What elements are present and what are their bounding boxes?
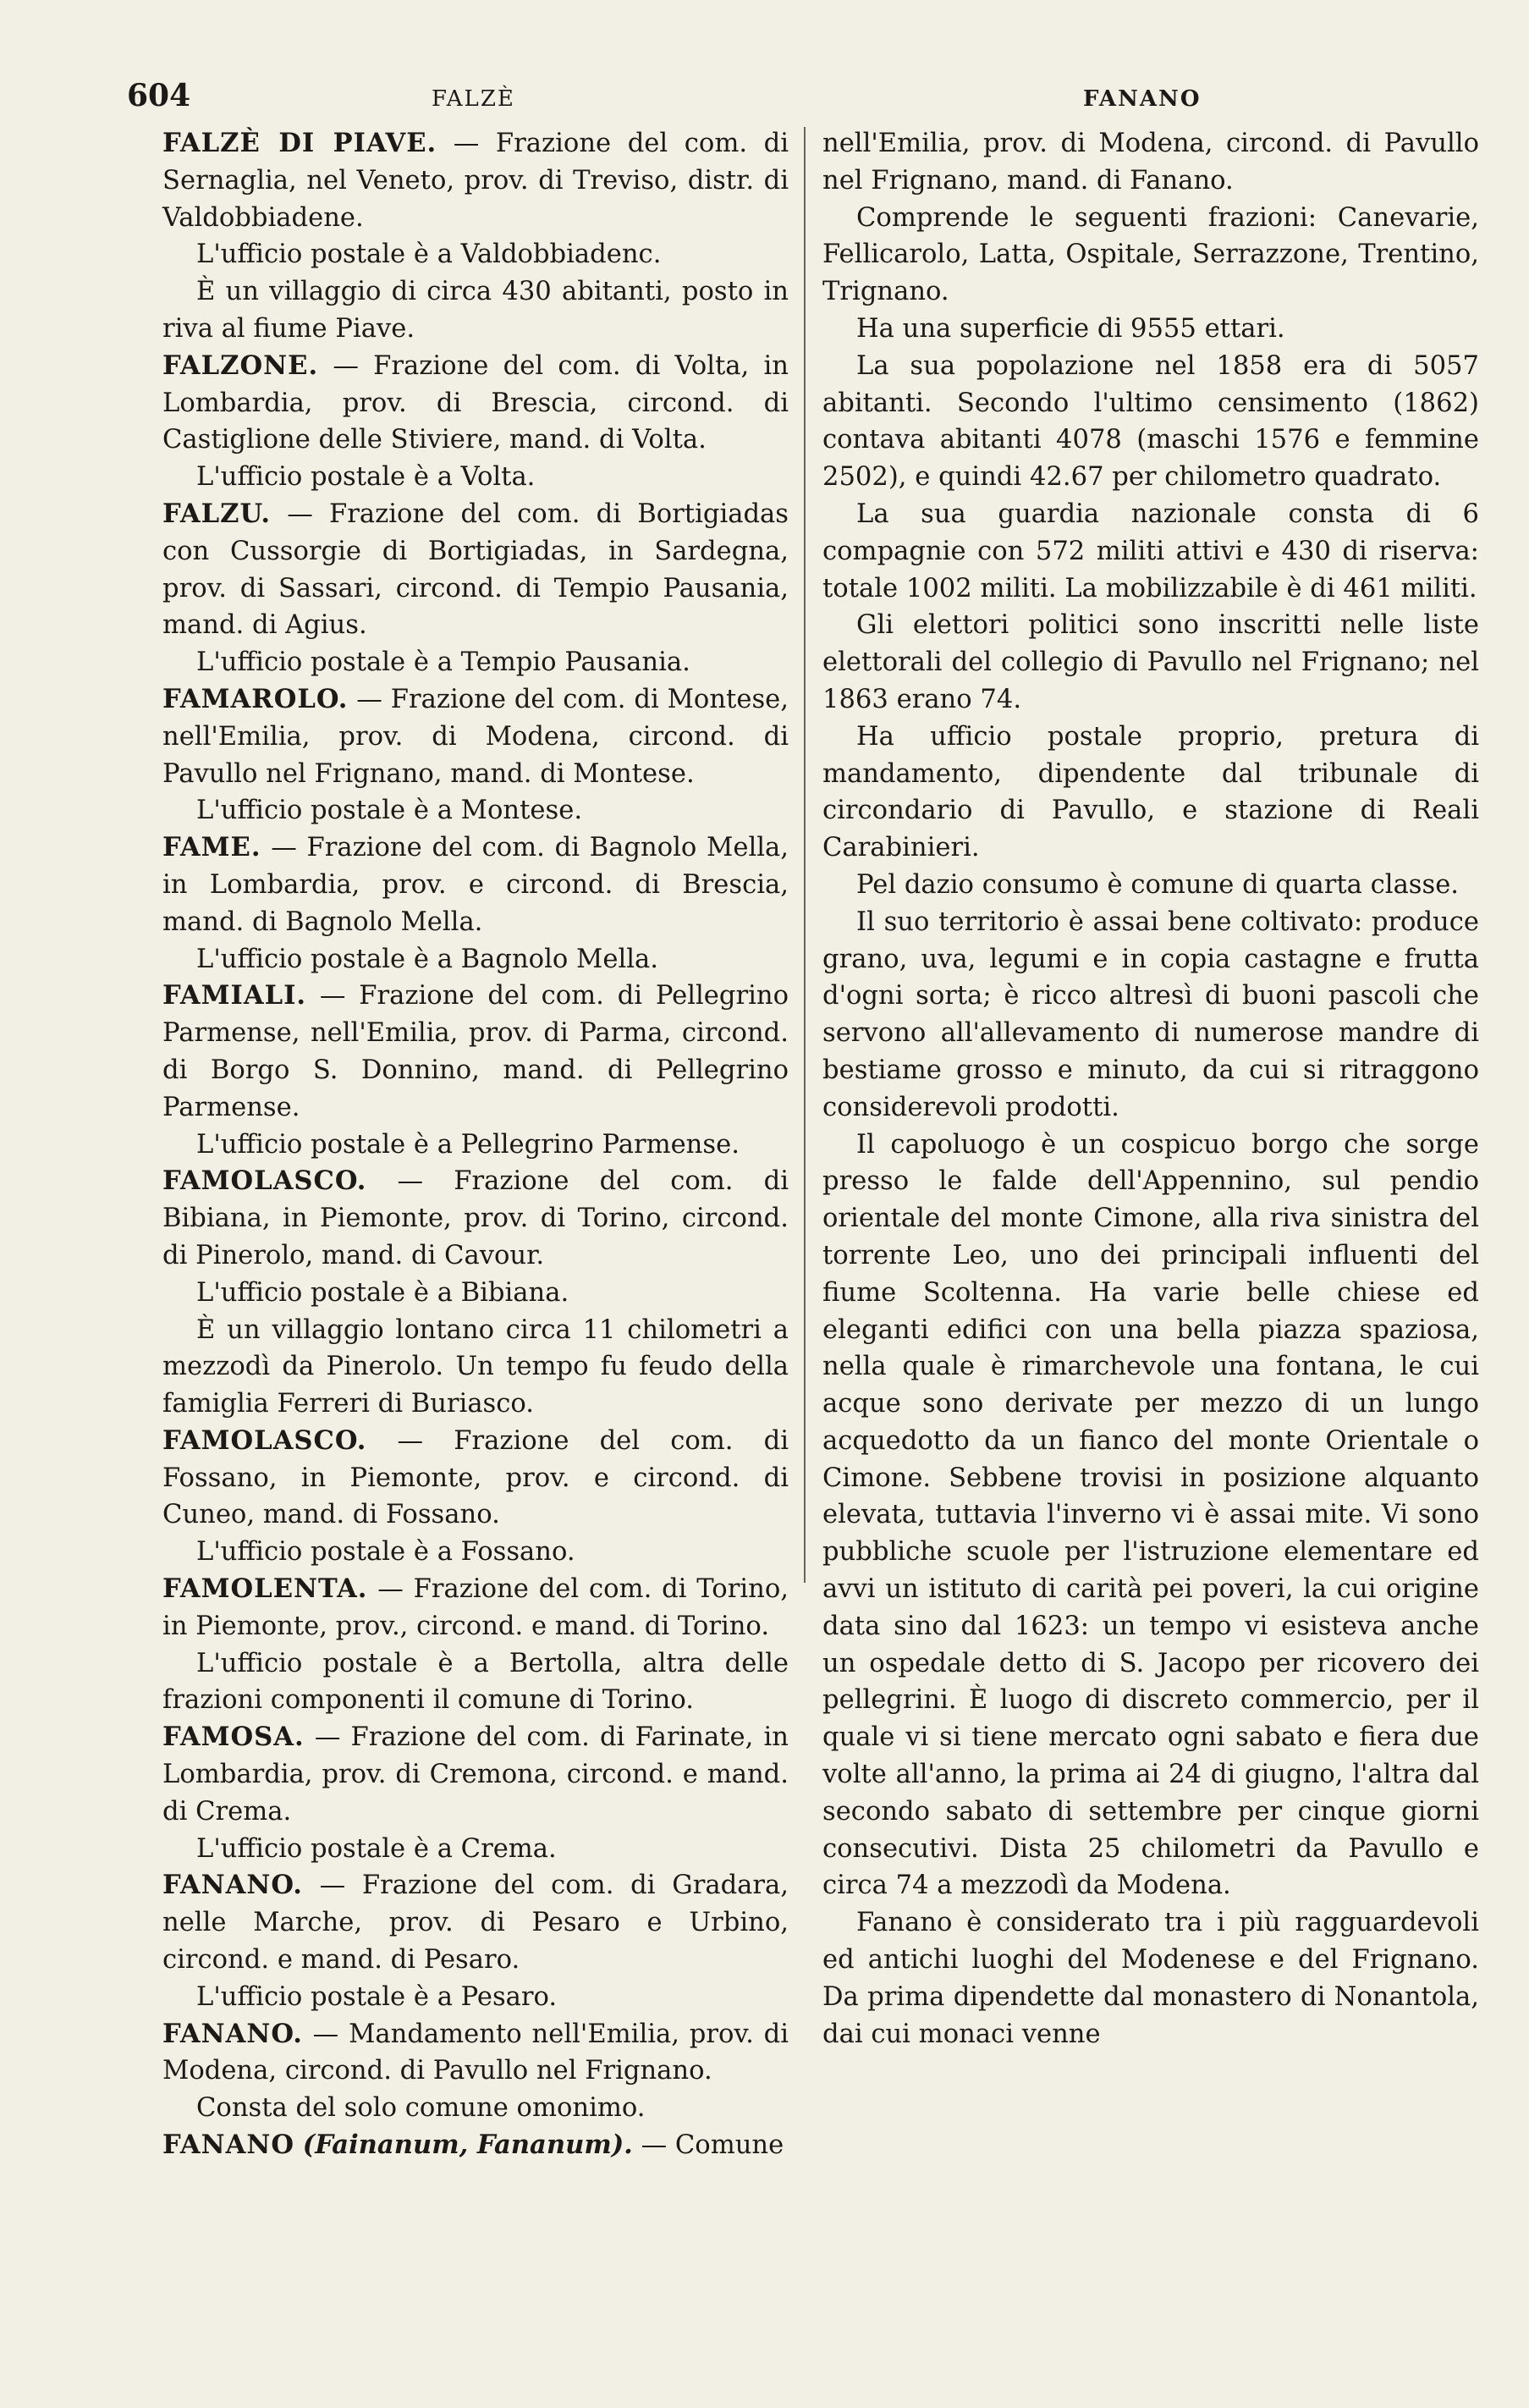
headword: FANANO.: [162, 1870, 303, 1901]
entry-text: — Frazione del com. di Bibiana, in Piemonte, prov. di Torino, circond. di Pinerolo, mand. di Cavour.: [162, 1166, 789, 1270]
entry: [162, 1163, 789, 1274]
paragraph: Fanano è considerato tra i più ragguardevoli ed antichi luoghi del Modenese e del Frignano. Da prima dipendette dal monastero di Nonantola, dai cui monaci venne: [822, 1908, 1479, 2049]
paragraph: L'ufficio postale è a Pellegrino Parmense.: [196, 1129, 740, 1160]
entry-text: — Frazione del com. di Torino, in Piemonte, prov., circond. e mand. di Torino.: [162, 1574, 789, 1641]
right-column: [822, 125, 1479, 2053]
headword: FANANO.: [162, 2018, 303, 2049]
paragraph: La sua popolazione nel 1858 era di 5057 abitanti. Secondo l'ultimo censimento (1862) contava abitanti 4078 (maschi 1576 e femmine 2502), e quindi 42.67 per chilometro quadrato.: [822, 350, 1479, 493]
paragraph: Comprende le seguenti frazioni: Canevarie, Fellicarolo, Latta, Ospitale, Serrazzone, Trentino, Trignano.: [822, 202, 1479, 307]
paragraph: Consta del solo comune omonimo.: [196, 2093, 646, 2124]
headword: FAME.: [162, 832, 261, 863]
paragraph: Ha ufficio postale proprio, pretura di mandamento, dipendente dal tribunale di circondario di Pavullo, e stazione di Reali Carabinieri.: [822, 721, 1479, 863]
paragraph: L'ufficio postale è a Fossano.: [196, 1537, 575, 1568]
paragraph: Ha una superficie di 9555 ettari.: [856, 313, 1285, 344]
paragraph: L'ufficio postale è a Bertolla, altra delle frazioni componenti il comune di Torino.: [162, 1648, 789, 1716]
entry-text: — Frazione del com. di Farinate, in Lombardia, prov. di Cremona, circond. e mand. di Crema.: [162, 1722, 789, 1827]
headword: FANANO: [162, 2130, 294, 2161]
paragraph: La sua guardia nazionale consta di 6 compagnie con 572 militi attivi e 430 di riserva: totale 1002 militi. La mobilizzabile è di 461 militi.: [822, 499, 1479, 603]
entry: [162, 1423, 789, 1534]
entry: [162, 1867, 789, 1978]
entry-text: — Mandamento nell'Emilia, prov. di Modena, circond. di Pavullo nel Frignano.: [162, 2019, 789, 2086]
entry-text: — Frazione del com. di Bagnolo Mella, in Lombardia, prov. e circond. di Brescia, mand. di Bagnolo Mella.: [162, 833, 789, 937]
entry-text: — Frazione del com. di Sernaglia, nel Veneto, prov. di Treviso, distr. di Valdobbiadene.: [162, 129, 789, 233]
paragraph: L'ufficio postale è a Volta.: [196, 462, 536, 493]
entry: [162, 1719, 789, 1830]
headword: FAMOLENTA.: [162, 1573, 368, 1605]
latin-name: (Fainanum, Fananum).: [302, 2130, 633, 2161]
entry: [162, 496, 789, 644]
headword: FALZONE.: [162, 350, 319, 381]
column-divider: [804, 127, 806, 1583]
paragraph: Il capoluogo è un cospicuo borgo che sorge presso le falde dell'Appennino, sul pendio orientale del monte Cimone, alla riva sinistra del torrente Leo, uno dei principali influenti del fiume Scoltenna. Ha varie belle chiese ed eleganti edifici con una bella piazza spaziosa, nella quale è rimarchevole una fontana, le cui acque sono derivate per mezzo di un lungo acquedotto da un fianco del monte Orientale o Cimone. Sebbene trovisi in posizione alquanto elevata, tuttavia l'inverno vi è assai mite. Vi sono pubbliche scuole per l'istruzione elementare ed avvi un istituto di carità pei poveri, la cui origine data sino dal 1623: un tempo vi esisteva anche un ospedale detto di S. Jacopo per ricovero dei pellegrini. È luogo di discreto commercio, per il quale vi si tiene mercato ogni sabato e fiera due volte all'anno, la prima ai 24 di giugno, l'altra dal secondo sabato di settembre per cinque giorni consecutivi. Dista 25 chilometri da Pavullo e circa 74 a mezzodì da Modena.: [822, 1129, 1479, 1901]
paragraph: È un villaggio lontano circa 11 chilometri a mezzodì da Pinerolo. Un tempo fu feudo della famiglia Ferreri di Buriasco.: [162, 1314, 789, 1419]
paragraph: L'ufficio postale è a Crema.: [196, 1833, 557, 1864]
paragraph: L'ufficio postale è a Valdobbiadenc.: [196, 240, 662, 270]
entry: [162, 348, 789, 459]
entry: [162, 125, 789, 236]
paragraph: L'ufficio postale è a Bagnolo Mella.: [196, 944, 658, 974]
entry-text: — Comune: [632, 2130, 784, 2161]
paragraph: L'ufficio postale è a Montese.: [196, 796, 583, 826]
headword: FAMIALI.: [162, 980, 307, 1011]
paragraph: L'ufficio postale è a Bibiana.: [196, 1277, 569, 1308]
paragraph: Pel dazio consumo è comune di quarta classe.: [856, 869, 1460, 900]
entry-text: — Frazione del com. di Volta, in Lombardia, prov. di Brescia, circond. di Castiglione delle Stiviere, mand. di Volta.: [162, 350, 789, 455]
entry: [162, 2127, 789, 2164]
continued-text: nell'Emilia, prov. di Modena, circond. di Pavullo nel Frignano, mand. di Fanano.: [822, 129, 1479, 196]
entry-text: — Frazione del com. di Bortigiadas con Cussorgie di Bortigiadas, in Sardegna, prov. di Sassari, circond. di Tempio Pausania, mand. di Agius.: [162, 499, 789, 641]
entry: [162, 681, 789, 792]
entry-text: — Frazione del com. di Montese, nell'Emilia, prov. di Modena, circond. di Pavullo nel Frignano, mand. di Montese.: [162, 684, 789, 789]
paragraph: L'ufficio postale è a Tempio Pausania.: [196, 647, 690, 678]
running-head-left: FALZÈ: [432, 86, 515, 112]
headword: FAMOLASCO.: [162, 1424, 367, 1456]
left-column: [162, 125, 789, 2164]
entry: [162, 978, 789, 1126]
headword: FALZÈ DI PIAVE.: [162, 128, 437, 158]
entry: [162, 829, 789, 940]
entry-text: — Frazione del com. di Fossano, in Piemonte, prov. e circond. di Cuneo, mand. di Fossano.: [162, 1425, 789, 1530]
page-header: [127, 78, 1447, 120]
headword: FAMOSA.: [162, 1722, 305, 1753]
entry-text: — Frazione del com. di Gradara, nelle Marche, prov. di Pesaro e Urbino, circond. e mand. di Pesaro.: [162, 1871, 789, 1975]
headword: FALZU.: [162, 498, 272, 529]
paragraph: Gli elettori politici sono inscritti nelle liste elettorali del collegio di Pavullo nel Frignano; nel 1863 erano 74.: [822, 610, 1479, 714]
running-head-right: FANANO: [1083, 86, 1202, 112]
paragraph: Il suo territorio è assai bene coltivato: produce grano, uva, legumi e in copia castagne e frutta d'ogni sorta; è ricco altresì di buoni pascoli che servono all'allevamento di numerose mandre di bestiame grosso e minuto, da cui si ritraggono considerevoli prodotti.: [822, 906, 1479, 1122]
paragraph: È un villaggio di circa 430 abitanti, posto in riva al fiume Piave.: [162, 277, 789, 344]
entry: [162, 2016, 789, 2091]
entry-text: — Frazione del com. di Pellegrino Parmense, nell'Emilia, prov. di Parma, circond. di Borgo S. Donnino, mand. di Pellegrino Parmense.: [162, 981, 789, 1122]
entry: [162, 1571, 789, 1645]
headword: FAMOLASCO.: [162, 1165, 367, 1197]
paragraph: L'ufficio postale è a Pesaro.: [196, 1981, 558, 2012]
page-number: 604: [127, 78, 191, 113]
headword: FAMAROLO.: [162, 683, 349, 714]
